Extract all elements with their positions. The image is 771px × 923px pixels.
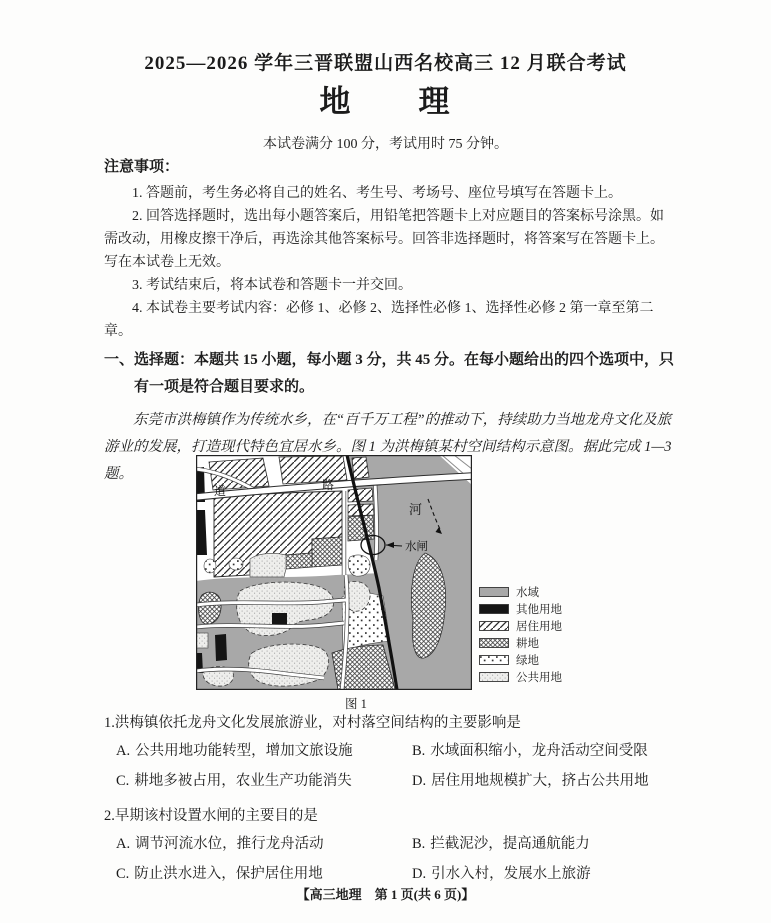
legend-swatch-green xyxy=(479,655,509,665)
option-key: D. xyxy=(412,773,427,789)
questions-block xyxy=(104,710,674,889)
legend-swatch-public xyxy=(479,672,509,682)
option-text: 拦截泥沙，提高通航能力 xyxy=(430,836,590,852)
legend-item-public xyxy=(479,668,562,685)
exam-title: 2025—2026 学年三晋联盟山西名校高三 12 月联合考试 xyxy=(144,53,627,74)
question-options xyxy=(104,829,674,889)
question-stem-text: 洪梅镇依托龙舟文化发展旅游业，对村落空间结构的主要影响是 xyxy=(114,715,521,731)
river-label: 河 xyxy=(409,502,423,517)
legend-item-residential xyxy=(479,617,562,634)
option-key: C. xyxy=(116,773,130,789)
option-c xyxy=(116,766,412,796)
option-key: A. xyxy=(116,836,131,852)
question-passage: 东莞市洪梅镇作为传统水乡，在“百千万工程”的推动下，持续助力当地龙舟文化及旅游业的发展，打造现代特色宜居水乡。图 1 为洪梅镇某村空间结构示意图。据此完成 1—3 题。 xyxy=(104,412,672,482)
question-1 xyxy=(104,710,674,796)
option-d xyxy=(412,766,674,796)
legend-label: 耕地 xyxy=(516,637,539,650)
question-number: 1. xyxy=(104,715,115,731)
notice-heading: 注意事项： xyxy=(104,159,180,175)
legend-label: 居住用地 xyxy=(516,620,562,633)
question-number: 2. xyxy=(104,808,115,824)
option-text: 公共用地功能转型，增加文旅设施 xyxy=(135,743,353,759)
legend-label: 公共用地 xyxy=(516,671,562,684)
subject-title: 地 理 xyxy=(319,84,452,119)
legend-item-water xyxy=(479,583,562,600)
question-options xyxy=(104,736,674,796)
legend-label: 其他用地 xyxy=(516,603,562,616)
option-text: 引水入村，发展水上旅游 xyxy=(431,866,591,882)
option-a xyxy=(116,829,412,859)
road-label-left: 道 xyxy=(214,484,227,498)
sluice-label: 水闸 xyxy=(405,541,428,553)
legend-item-cropland xyxy=(479,634,562,651)
notice-item-1: 1. 答题前，考生务必将自己的姓名、考生号、考场号、座位号填写在答题卡上。 xyxy=(132,186,622,201)
question-stem xyxy=(104,710,674,736)
option-key: B. xyxy=(412,743,426,759)
option-text: 居住用地规模扩大，挤占公共用地 xyxy=(431,773,649,789)
legend-label: 水域 xyxy=(516,586,539,599)
option-key: A. xyxy=(116,743,131,759)
option-key: B. xyxy=(412,836,426,852)
notice-section xyxy=(104,155,670,343)
map-legend xyxy=(479,583,562,685)
legend-swatch-water xyxy=(479,587,509,597)
option-a xyxy=(116,736,412,766)
section-heading: 一、选择题：本题共 15 小题，每小题 3 分，共 45 分。在每小题给出的四个选项中，只有一项是符合题目要求的。 xyxy=(104,352,675,395)
question-stem-text: 早期该村设置水闸的主要目的是 xyxy=(114,808,318,824)
notice-item-2: 2. 回答选择题时，选出每小题答案后，用铅笔把答题卡上对应题目的答案标号涂黑。如需改动，用橡皮擦干净后，再选涂其他答案标号。回答非选择题时，将答案写在答题卡上。写在本试卷上无效。 xyxy=(104,209,664,270)
notice-item-4: 4. 本试卷主要考试内容：必修 1、必修 2、选择性必修 1、选择性必修 2 第一章至第二章。 xyxy=(104,301,654,339)
figure-caption: 图 1 xyxy=(345,697,367,711)
legend-item-green xyxy=(479,651,562,668)
legend-swatch-other xyxy=(479,604,509,614)
option-key: C. xyxy=(116,866,130,882)
option-text: 防止洪水进入，保护居住用地 xyxy=(134,866,323,882)
option-b xyxy=(412,736,674,766)
road-label-right: 路 xyxy=(322,478,335,492)
option-text: 水域面积缩小，龙舟活动空间受限 xyxy=(430,743,648,759)
question-stem xyxy=(104,803,674,829)
legend-item-other xyxy=(479,600,562,617)
legend-label: 绿地 xyxy=(516,654,539,667)
exam-info: 本试卷满分 100 分，考试用时 75 分钟。 xyxy=(263,137,508,152)
question-2 xyxy=(104,803,674,889)
option-text: 耕地多被占用，农业生产功能消失 xyxy=(134,773,352,789)
option-text: 调节河流水位，推行龙舟活动 xyxy=(135,836,324,852)
page-footer: 【高三地理 第 1 页(共 6 页)】 xyxy=(296,887,475,902)
legend-swatch-cropland xyxy=(479,638,509,648)
village-map xyxy=(196,455,472,690)
legend-swatch-residential xyxy=(479,621,509,631)
option-b xyxy=(412,829,674,859)
option-key: D. xyxy=(412,866,427,882)
notice-item-3: 3. 考试结束后，将本试卷和答题卡一并交回。 xyxy=(132,278,412,293)
